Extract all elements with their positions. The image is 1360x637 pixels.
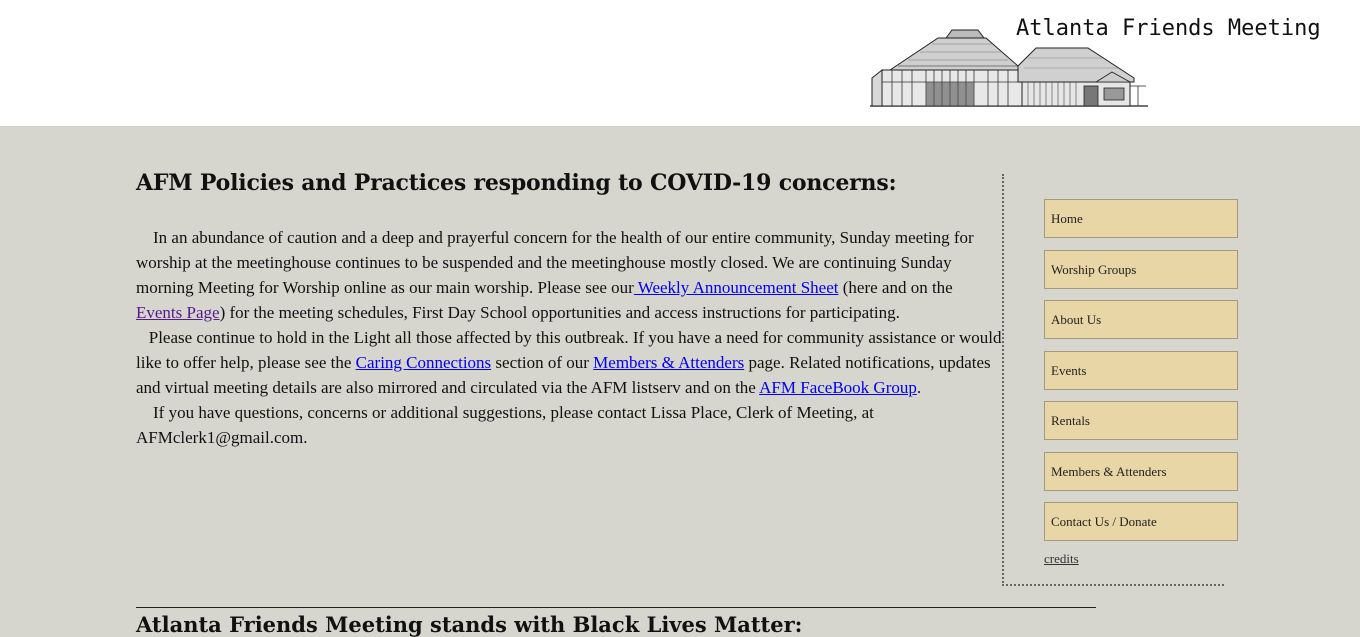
notice-text: ) for the meeting schedules, First Day School opportunities and access instructions for participating.	[219, 303, 900, 322]
nav-item-about-us[interactable]: About Us	[1044, 300, 1238, 339]
nav-item-members-attenders[interactable]: Members & Attenders	[1044, 452, 1238, 491]
notice-text: Please continue to hold in the Light all those affected by this outbreak. If you have a need for community assistance or would like to offer help, please see the	[136, 328, 1002, 372]
notice-paragraph-3	[136, 400, 1002, 450]
nav-item-contact-donate[interactable]: Contact Us / Donate	[1044, 502, 1238, 541]
notice-text: .	[916, 378, 922, 397]
weekly-announcement-link[interactable]: Weekly Announcement Sheet	[633, 278, 839, 297]
notice-text: In an abundance of caution and a deep and prayerful concern for the health of our entire community, Sunday meeting for worship at the meetinghouse continues to be suspended and the meetinghouse mostly closed. We are continuing Sunday morning Meeting for Worship online as our main worship. Please see our	[136, 228, 974, 297]
caring-connections-link[interactable]: Caring Connections	[355, 353, 492, 372]
nav-item-rentals[interactable]: Rentals	[1044, 401, 1238, 440]
section-heading-blm: Atlanta Friends Meeting stands with Black Lives Matter:	[136, 612, 803, 637]
sidebar-divider	[1002, 174, 1004, 586]
main-content	[136, 170, 998, 196]
nav-item-events[interactable]: Events	[1044, 351, 1238, 390]
notice-paragraph-2	[136, 325, 1002, 400]
notice-text: (here and on the	[838, 278, 953, 297]
sidebar-bottom-divider	[1002, 584, 1224, 586]
meetinghouse-drawing-icon	[868, 26, 1150, 110]
notice-text: If you have questions, concerns or additional suggestions, please contact Lissa Place, Clerk of Meeting, at AFMclerk1@gmail.com.	[136, 403, 874, 447]
credits-link[interactable]: credits	[1044, 551, 1079, 566]
notice-paragraph-1	[136, 225, 1002, 325]
sidebar-nav	[1044, 199, 1238, 553]
nav-item-home[interactable]: Home	[1044, 199, 1238, 238]
page-title: AFM Policies and Practices responding to COVID-19 concerns:	[136, 170, 897, 196]
notice-text: page. Related notifications, updates and virtual meeting details are also mirrored and circulated via the AFM listserv and on the	[136, 353, 991, 397]
section-divider	[136, 607, 1096, 608]
site-header	[0, 0, 1360, 126]
covid-notice	[136, 225, 1002, 450]
nav-item-worship-groups[interactable]: Worship Groups	[1044, 250, 1238, 289]
events-page-link[interactable]: Events Page	[136, 303, 220, 322]
members-attenders-link[interactable]: Members & Attenders	[593, 353, 745, 372]
notice-text: section of our	[491, 353, 594, 372]
facebook-group-link[interactable]: AFM FaceBook Group	[759, 378, 917, 397]
site-title: Atlanta Friends Meeting	[1016, 16, 1321, 41]
